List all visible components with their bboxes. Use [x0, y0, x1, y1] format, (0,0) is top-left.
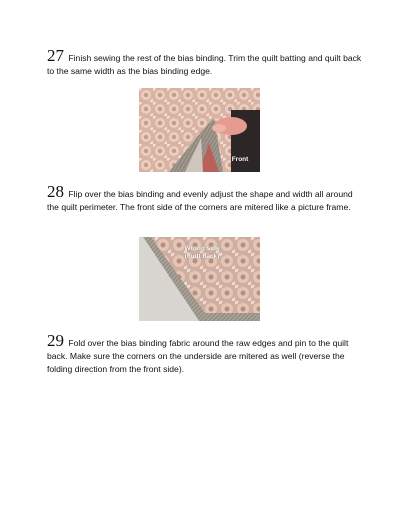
step-text: Finish sewing the rest of the bias binding. Trim the quilt batting and quilt back to the same width as the bias binding edge. — [47, 53, 362, 76]
photo-front-binding — [139, 88, 260, 172]
photo-quilt-back — [139, 237, 260, 321]
step-29 — [47, 331, 365, 376]
photo-label-front: Front — [231, 156, 249, 163]
step-number: 28 — [47, 182, 64, 201]
step-number: 29 — [47, 331, 64, 350]
photo-label-line1: Wrong side — [184, 245, 220, 252]
step-number: 27 — [47, 46, 64, 65]
step-text: Fold over the bias binding fabric around the raw edges and pin to the quilt back. Make sure the corners on the underside are mitered as well (reverse the folding direction from the front side). — [47, 338, 349, 374]
step-text: Flip over the bias binding and evenly adjust the shape and width all around the quilt perimeter. The front side of the corners are mitered like a picture frame. — [47, 189, 353, 212]
photo-label-line2: (quilt back) — [184, 252, 220, 260]
step-28 — [47, 182, 365, 214]
photo-label-wrong-side — [177, 245, 227, 260]
step-27 — [47, 46, 365, 78]
